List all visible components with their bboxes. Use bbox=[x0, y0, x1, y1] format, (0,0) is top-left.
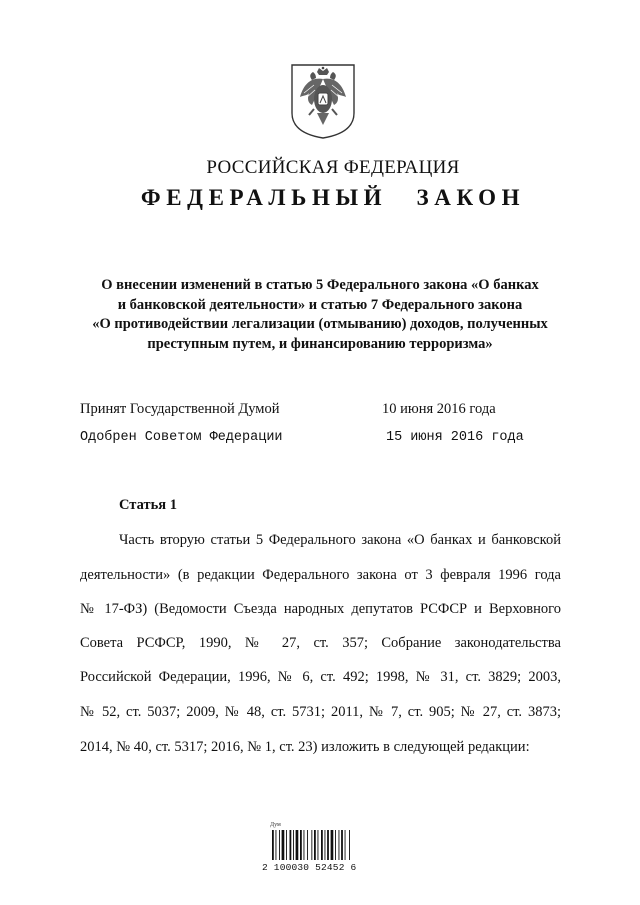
article-heading: Статья 1 bbox=[119, 497, 177, 513]
barcode-bar bbox=[311, 830, 312, 860]
barcode-bar bbox=[335, 830, 336, 860]
barcode-bar bbox=[282, 830, 285, 860]
article-text-line: Совета РСФСР, 1990, № 27, ст. 357; Собрание законодательства bbox=[80, 635, 561, 651]
barcode-bar bbox=[293, 830, 294, 860]
barcode-bar bbox=[286, 830, 287, 860]
barcode-bar bbox=[339, 830, 340, 860]
barcode-bar bbox=[327, 830, 329, 860]
law-title-line: и банковской деятельности» и статью 7 Федерального закона bbox=[117, 296, 523, 313]
barcode-number: 2 100030 52452 6 bbox=[262, 862, 357, 873]
barcode-bar bbox=[349, 830, 350, 860]
barcode-bar bbox=[296, 830, 299, 860]
barcode-bar bbox=[341, 830, 343, 860]
duma-adoption-date: 10 июня 2016 года bbox=[382, 401, 496, 417]
barcode-bar bbox=[331, 830, 334, 860]
article-text-line: Российской Федерации, 1996, № 6, ст. 492; 1998, № 31, ст. 3829; 2003, bbox=[80, 669, 561, 685]
law-title-line: О внесении изменений в статью 5 Федерального закона «О банках bbox=[101, 277, 539, 293]
article-text-line: № 52, ст. 5037; 2009, № 48, ст. 5731; 2011, № 7, ст. 905; № 27, ст. 3873; bbox=[80, 704, 561, 720]
article-text-line: Часть вторую статьи 5 Федерального закона «О банках и банковской bbox=[119, 532, 561, 548]
barcode-bar bbox=[345, 830, 346, 860]
law-title-line: преступным путем, и финансированию терроризма» bbox=[147, 335, 493, 352]
article-text-line: № 17-ФЗ) (Ведомости Съезда народных депутатов РСФСР и Верховного bbox=[80, 601, 561, 617]
barcode-bar bbox=[290, 830, 292, 860]
article-text-line: 2014, № 40, ст. 5317; 2016, № 1, ст. 23) изложить в следующей редакции: bbox=[80, 739, 530, 755]
duma-adoption-label: Принят Государственной Думой bbox=[80, 401, 280, 417]
barcode-bar bbox=[276, 830, 277, 860]
barcode-bar bbox=[321, 830, 323, 860]
council-approval-date: 15 июня 2016 года bbox=[386, 430, 524, 445]
barcode-bar bbox=[272, 830, 274, 860]
barcode-bar bbox=[325, 830, 326, 860]
council-approval-label: Одобрен Советом Федерации bbox=[80, 430, 283, 445]
law-title bbox=[80, 276, 560, 354]
country-name: РОССИЙСКАЯ ФЕДЕРАЦИЯ bbox=[206, 157, 460, 178]
barcode-bar bbox=[300, 830, 302, 860]
barcode-bar bbox=[279, 830, 280, 860]
coat-of-arms-icon bbox=[290, 63, 356, 139]
law-title-line: «О противодействии легализации (отмыванию) доходов, полученных bbox=[92, 316, 548, 332]
barcode-bar bbox=[304, 830, 305, 860]
barcode-bar bbox=[307, 830, 308, 860]
barcode-bar bbox=[318, 830, 319, 860]
stamp-text: Дум bbox=[270, 822, 281, 828]
document-type: ФЕДЕРАЛЬНЫЙ ЗАКОН bbox=[140, 185, 526, 210]
barcode-bar bbox=[314, 830, 316, 860]
barcode-icon bbox=[268, 818, 360, 884]
article-text-line: деятельности» (в редакции Федерального закона от 3 февраля 1996 года bbox=[80, 567, 561, 583]
